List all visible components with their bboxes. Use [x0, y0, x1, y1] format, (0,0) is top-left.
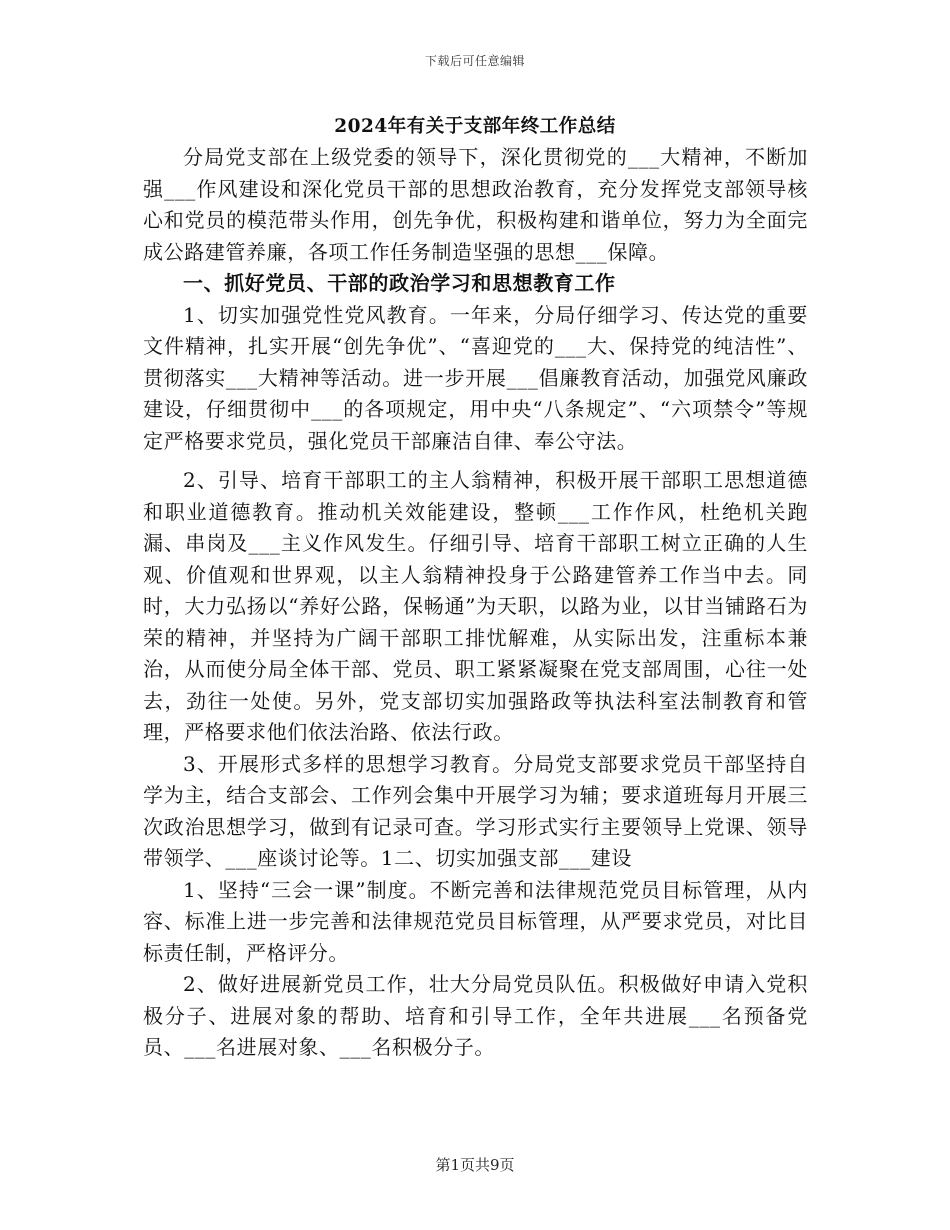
page-number: 第1页共9页 — [435, 1156, 515, 1174]
paragraph-section2-item-2: 2、做好进展新党员工作，壮大分局党员队伍。积极做好申请入党积极分子、进展对象的帮助、培育和引导工作，全年共进展___名预备党员、___名进展对象、___名积极分子。 — [143, 972, 808, 1059]
intro-paragraph: 分局党支部在上级党委的领导下，深化贯彻党的___大精神，不断加强___作风建设和深化党员干部的思想政治教育，充分发挥党支部领导核心和党员的模范带头作用，创先争优，积极构建和谐单位，努力为全面完成公路建管养廉，各项工作任务制造坚强的思想___保障。 — [143, 145, 808, 264]
paragraph-section2-item-1: 1、坚持“三会一课”制度。不断完善和法律规范党员目标管理，从内容、标准上进一步完善和法律规范党员目标管理，从严要求党员，对比目标责任制，严格评分。 — [143, 877, 808, 965]
paragraph-item-2: 2、引导、培育干部职工的主人翁精神，积极开展干部职工思想道德和职业道德教育。推动机关效能建设，整顿___工作作风，杜绝机关跑漏、串岗及___主义作风发生。仔细引导、培育干部职工树立正确的人生观、价值观和世界观，以主人翁精神投身于公路建管养工作当中去。同时，大力弘扬以“养好公路，保畅通”为天职，以路为业，以甘当铺路石为荣的精神，并坚持为广阔干部职工排忧解难，从实际出发，注重标本兼治，从而使分局全体干部、党员、职工紧紧凝聚在党支部周围，心往一处去，劲往一处使。另外，党支部切实加强路政等执法科室法制教育和管理，严格要求他们依法治路、依法行政。 — [143, 468, 808, 744]
document-body — [143, 142, 808, 1064]
header-note: 下载后可任意编辑 — [424, 54, 525, 68]
paragraph-item-1: 1、切实加强党性党风教育。一年来，分局仔细学习、传达党的重要文件精神，扎实开展“创先争优”、“喜迎党的___大、保持党的纯洁性”、贯彻落实___大精神等活动。进一步开展___倡廉教育活动，加强党风廉政建设，仔细贯彻中___的各项规定，用中央“八条规定”、“六项禁令”等规定严格要求党员，强化党员干部廉洁自律、奉公守法。 — [143, 302, 808, 453]
section-heading-1: 一、抓好党员、干部的政治学习和思想教育工作 — [183, 271, 616, 295]
document-title: 2024年有关于支部年终工作总结 — [334, 116, 616, 137]
paragraph-item-3: 3、开展形式多样的思想学习教育。分局党支部要求党员干部坚持自学为主，结合支部会、工作列会集中开展学习为辅；要求道班每月开展三次政治思想学习，做到有记录可查。学习形式实行主要领导上党课、领导带领学、___座谈讨论等。1二、切实加强支部___建设 — [143, 751, 808, 870]
